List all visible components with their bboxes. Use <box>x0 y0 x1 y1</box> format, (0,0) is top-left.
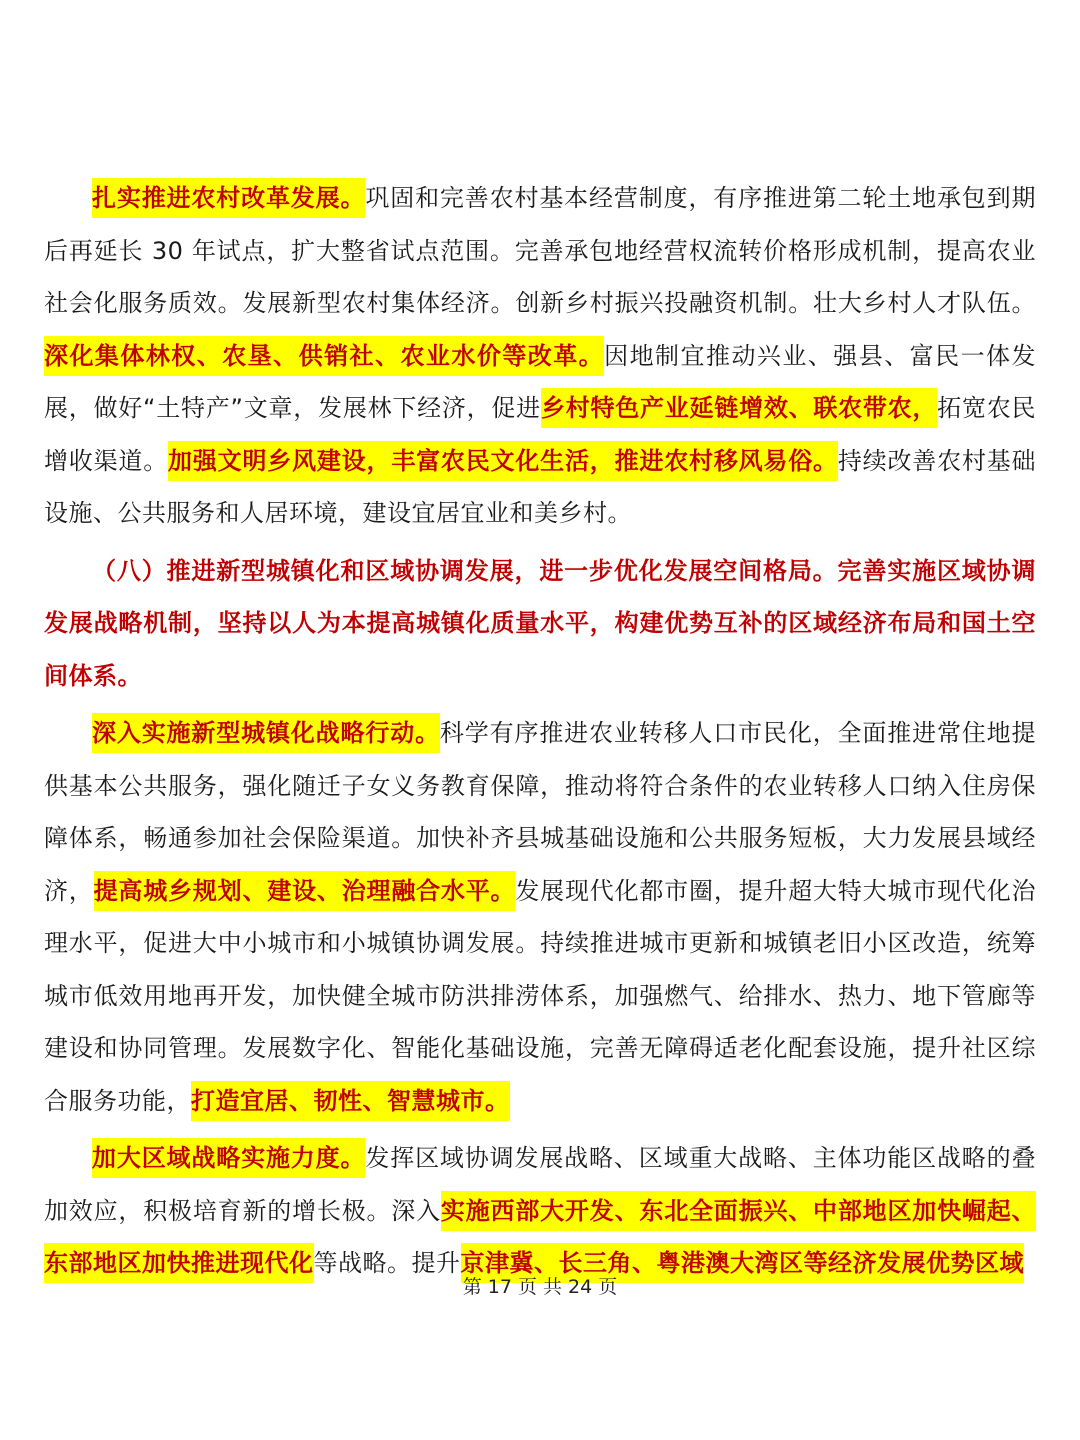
body-text: 因地制宜推动兴业、强县、富民一体发展，做好“土特产”文章，发展林下经济，促进 <box>44 341 1037 422</box>
body-text: 巩固和完善农村基本经营制度，有序推进第二轮土地承包到期后再延长 30 年试点，扩大整省试点范围。完善承包地经营权流转价格形成机制，提高农业社会化服务质效。发展新型农村集体经济。创新乡村振兴投融资机制。壮大乡村人才队伍。 <box>44 184 1037 317</box>
highlighted-text: 提高城乡规划、建设、治理融合水平。 <box>94 871 516 911</box>
paragraph-rural-reform <box>44 172 1036 540</box>
body-text: 等战略。提升 <box>313 1249 461 1277</box>
highlighted-text: 打造宜居、韧性、智慧城市。 <box>191 1081 510 1121</box>
document-page <box>44 172 1036 1290</box>
body-text: 发展现代化都市圈，提升超大特大城市现代化治理水平，促进大中小城市和小城镇协调发展。持续推进城市更新和城镇老旧小区改造，统筹城市低效用地再开发，加快健全城市防洪排涝体系，加强燃气、给排水、热力、地下管廊等建设和协同管理。发展数字化、智能化基础设施，完善无障碍适老化配套设施，提升社区综合服务功能， <box>44 876 1037 1115</box>
paragraph-regional-strategy <box>44 1132 1036 1290</box>
highlighted-heading: 扎实推进农村改革发展。 <box>92 178 365 218</box>
page-number-footer: 第 17 页 共 24 页 <box>462 1276 618 1298</box>
section-heading-eight <box>44 545 1036 703</box>
highlighted-text: 深化集体林权、农垦、供销社、农业水价等改革。 <box>44 336 604 376</box>
highlighted-heading: 加大区域战略实施力度。 <box>92 1138 365 1178</box>
section-heading-text: （八）推进新型城镇化和区域协调发展，进一步优化发展空间格局。完善实施区域协调发展战略机制，坚持以人为本提高城镇化质量水平，构建优势互补的区域经济布局和国土空间体系。 <box>44 556 1036 690</box>
highlighted-text: 乡村特色产业延链增效、联农带农， <box>541 388 937 428</box>
highlighted-text: 实施西部大开发、东北全面振兴、中部地区加快崛起、东部地区加快推进现代化 <box>44 1191 1036 1284</box>
highlighted-text: 京津冀、长三角、粤港澳大湾区等经济发展优势区域 <box>461 1243 1025 1283</box>
body-text: 发挥区域协调发展战略、区域重大战略、主体功能区战略的叠加效应，积极培育新的增长极。深入 <box>44 1144 1037 1225</box>
paragraph-urbanization <box>44 707 1036 1127</box>
highlighted-heading: 深入实施新型城镇化战略行动。 <box>92 713 440 753</box>
highlighted-text: 加强文明乡风建设，丰富农民文化生活，推进农村移风易俗。 <box>168 441 838 481</box>
body-text: 拓宽农民增收渠道。 <box>44 394 1036 475</box>
body-text: 持续改善农村基础设施、公共服务和人居环境，建设宜居宜业和美乡村。 <box>44 446 1037 527</box>
body-text: 科学有序推进农业转移人口市民化，全面推进常住地提供基本公共服务，强化随迁子女义务教育保障，推动将符合条件的农业转移人口纳入住房保障体系，畅通参加社会保险渠道。加快补齐县城基础设施和公共服务短板，大力发展县域经济， <box>44 719 1037 905</box>
